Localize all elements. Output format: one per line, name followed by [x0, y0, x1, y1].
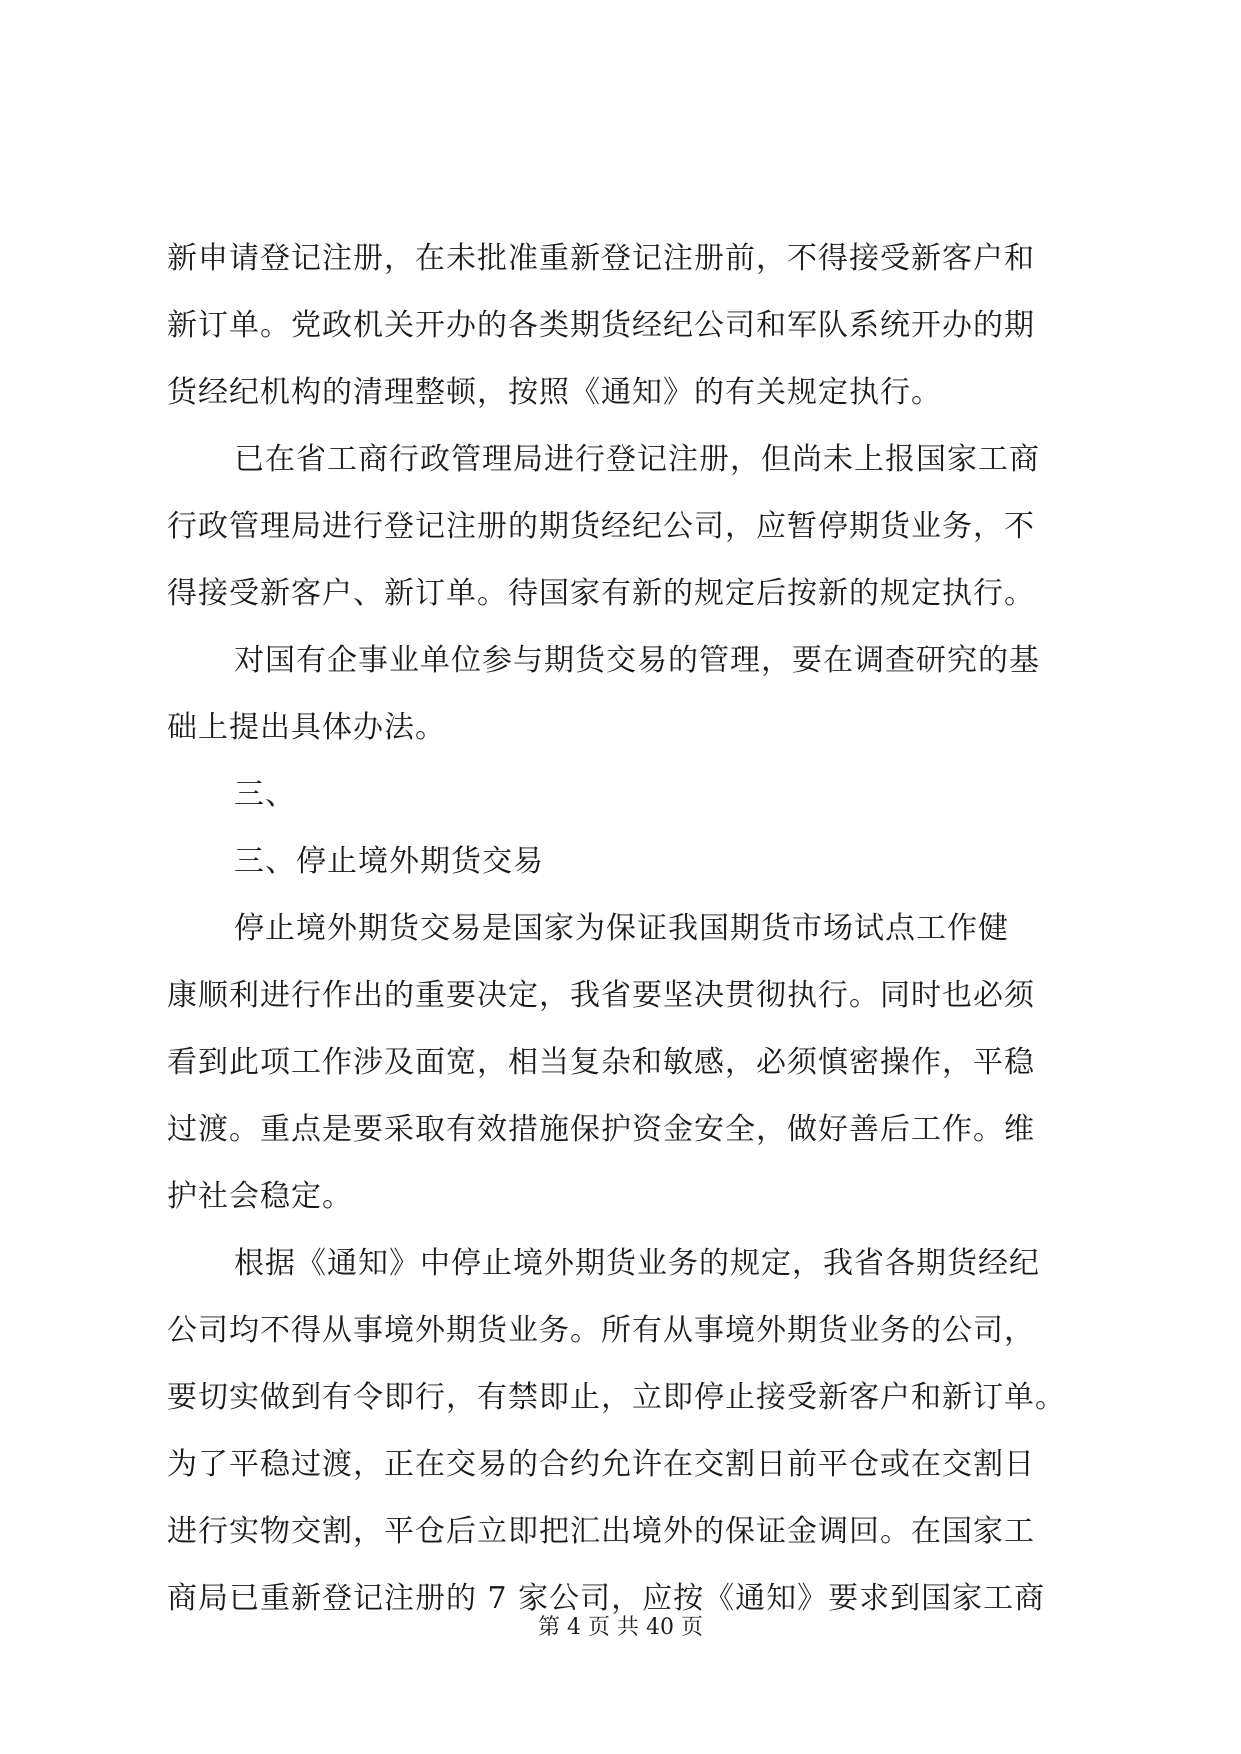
text-line: 础上提出具体办法。 — [167, 710, 446, 745]
text-line: 根据《通知》中停止境外期货业务的规定，我省各期货经纪 — [234, 1246, 1040, 1281]
document-body — [167, 225, 1077, 1632]
text-line: 过渡。重点是要采取有效措施保护资金安全，做好善后工作。维 — [167, 1112, 1035, 1147]
paragraph — [167, 225, 1077, 426]
section-heading — [167, 828, 1077, 895]
text-line: 已在省工商行政管理局进行登记注册，但尚未上报国家工商 — [234, 442, 1040, 477]
page-footer — [0, 1610, 1241, 1641]
text-line: 新订单。党政机关开办的各类期货经纪公司和军队系统开办的期 — [167, 308, 1035, 343]
text-line: 停止境外期货交易是国家为保证我国期货市场试点工作健 — [234, 911, 1009, 946]
text-line: 要切实做到有令即行，有禁即止，立即停止接受新客户和新订单。 — [167, 1380, 1066, 1415]
text-line: 护社会稳定。 — [167, 1179, 353, 1214]
text-line: 商局已重新登记注册的 7 家公司，应按《通知》要求到国家工商 — [167, 1581, 1046, 1616]
page-number: 第 4 页 共 40 页 — [538, 1615, 703, 1640]
paragraph — [167, 1230, 1077, 1632]
text-line: 货经纪机构的清理整顿，按照《通知》的有关规定执行。 — [167, 375, 942, 410]
paragraph — [167, 426, 1077, 627]
text-line: 康顺利进行作出的重要决定，我省要坚决贯彻执行。同时也必须 — [167, 978, 1035, 1013]
section-number — [167, 761, 1077, 828]
text-line: 三、停止境外期货交易 — [234, 844, 544, 879]
text-line: 公司均不得从事境外期货业务。所有从事境外期货业务的公司， — [167, 1313, 1035, 1348]
text-line: 进行实物交割，平仓后立即把汇出境外的保证金调回。在国家工 — [167, 1514, 1035, 1549]
text-line: 为了平稳过渡，正在交易的合约允许在交割日前平仓或在交割日 — [167, 1447, 1035, 1482]
text-line: 得接受新客户、新订单。待国家有新的规定后按新的规定执行。 — [167, 576, 1035, 611]
paragraph — [167, 895, 1077, 1230]
text-line: 新申请登记注册，在未批准重新登记注册前，不得接受新客户和 — [167, 241, 1035, 276]
text-line: 看到此项工作涉及面宽，相当复杂和敏感，必须慎密操作，平稳 — [167, 1045, 1035, 1080]
text-line: 对国有企事业单位参与期货交易的管理，要在调查研究的基 — [234, 643, 1040, 678]
text-line: 三、 — [234, 777, 296, 812]
text-line: 行政管理局进行登记注册的期货经纪公司，应暂停期货业务，不 — [167, 509, 1035, 544]
paragraph — [167, 627, 1077, 761]
